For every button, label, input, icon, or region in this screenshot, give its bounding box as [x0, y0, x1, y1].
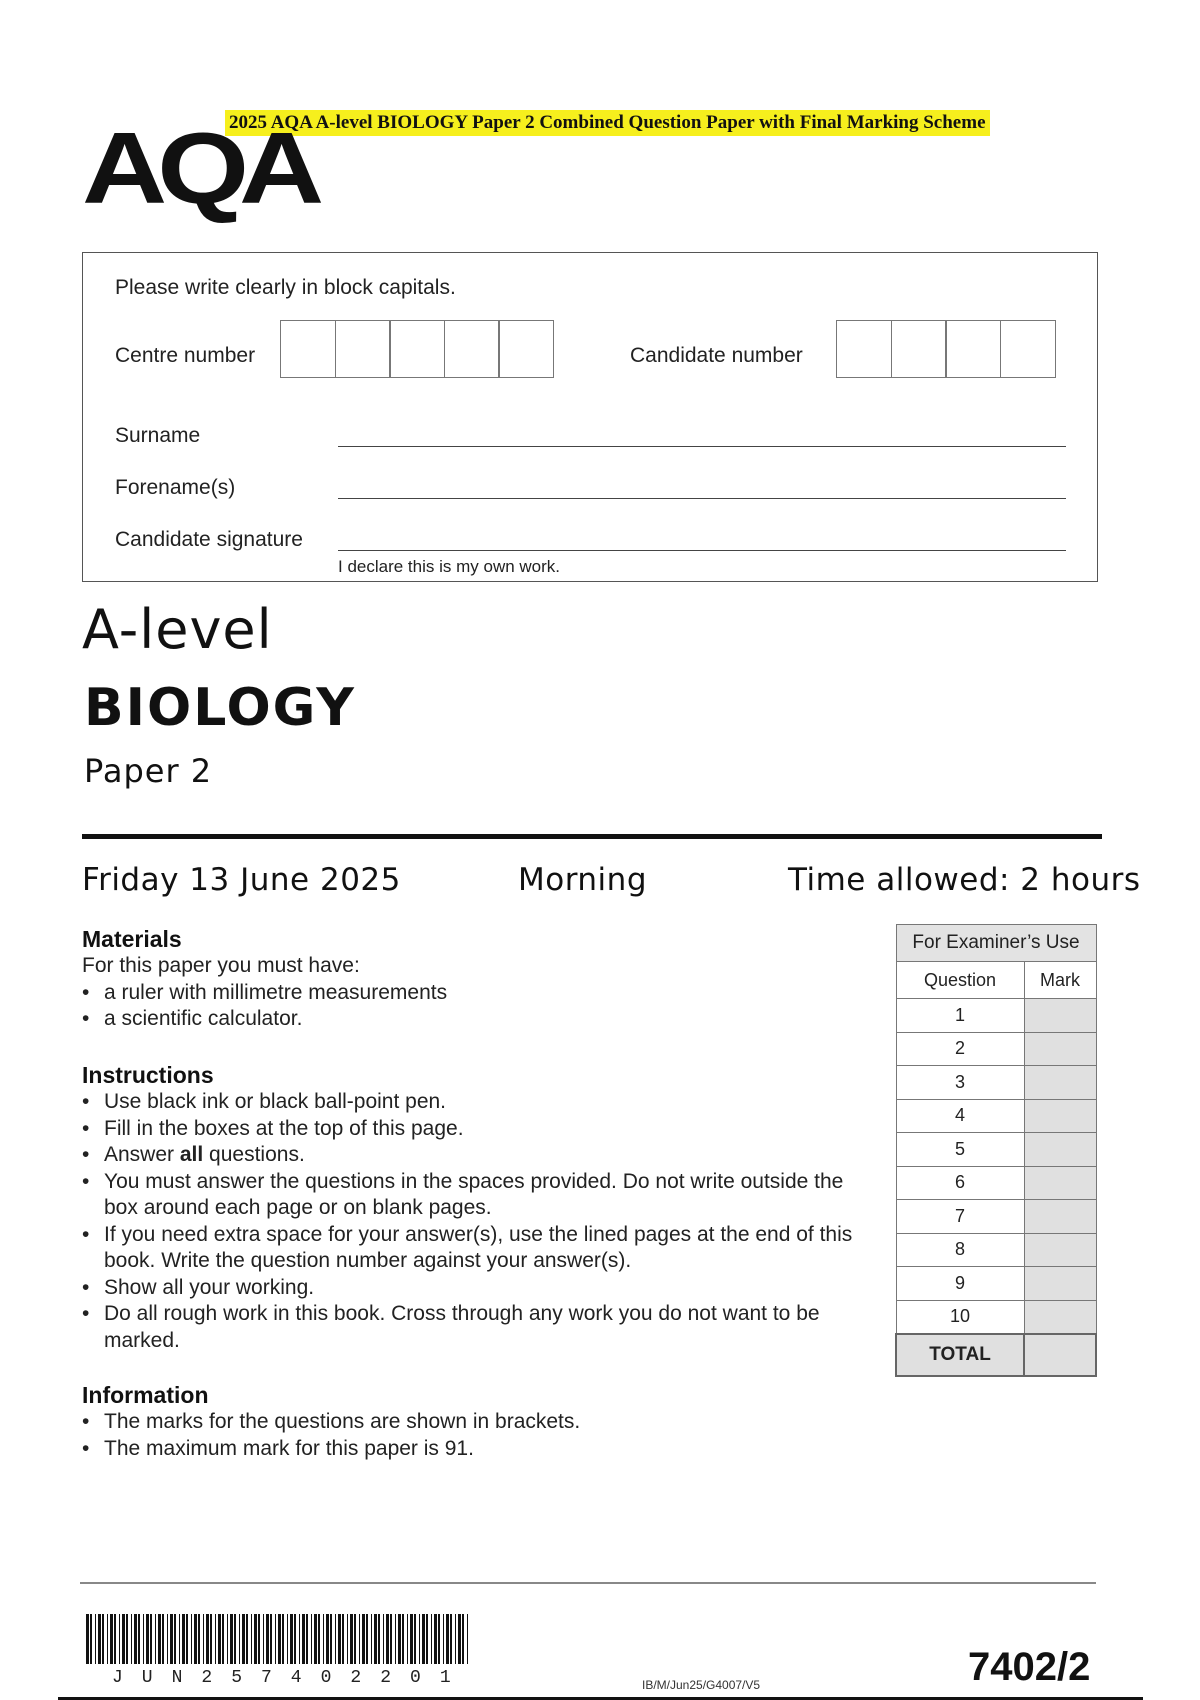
barcode-bar	[206, 1614, 209, 1664]
barcode-bar	[366, 1614, 368, 1664]
barcode-bar	[390, 1614, 392, 1664]
document-banner: 2025 AQA A-level BIOLOGY Paper 2 Combined Question Paper with Final Marking Scheme	[225, 110, 990, 136]
question-number: 8	[896, 1233, 1024, 1267]
surname-field[interactable]	[338, 446, 1066, 447]
question-number: 2	[896, 1032, 1024, 1066]
list-item: • Fill in the boxes at the top of this page.	[82, 1116, 862, 1143]
barcode-bar	[371, 1614, 372, 1664]
forenames-label: Forename(s)	[115, 476, 236, 499]
reference-code: IB/M/Jun25/G4007/V5	[642, 1678, 761, 1692]
barcode-bar	[234, 1614, 236, 1664]
aqa-logo: AQA	[82, 111, 315, 226]
barcode-bar	[311, 1614, 312, 1664]
block-capitals-instruction: Please write clearly in block capitals.	[115, 276, 456, 299]
candidate-number-label: Candidate number	[630, 344, 803, 367]
forenames-field[interactable]	[338, 498, 1066, 499]
barcode-bar	[270, 1614, 272, 1664]
barcode-bar	[434, 1614, 437, 1664]
barcode-bar	[102, 1614, 104, 1664]
mark-cell[interactable]	[1024, 1032, 1096, 1066]
barcode-bar	[407, 1614, 408, 1664]
section-divider	[82, 834, 1102, 839]
barcode-bar	[395, 1614, 396, 1664]
question-number: 1	[896, 999, 1024, 1033]
barcode-bar	[246, 1614, 248, 1664]
barcode-bar	[282, 1614, 284, 1664]
barcode-bar	[386, 1614, 389, 1664]
barcode-bar	[266, 1614, 269, 1664]
barcode-bar	[186, 1614, 188, 1664]
barcode-bar	[162, 1614, 164, 1664]
information-heading: Information	[82, 1382, 209, 1408]
list-item: • Use black ink or black ball-point pen.	[82, 1089, 862, 1116]
barcode-bar	[443, 1614, 444, 1664]
question-number: 4	[896, 1099, 1024, 1133]
list-item: • You must answer the questions in the spaces provided. Do not write outside the box around each page or on blank pages.	[82, 1169, 862, 1222]
mark-column-header: Mark	[1024, 962, 1096, 999]
barcode-bar	[254, 1614, 257, 1664]
barcode-bar	[242, 1614, 245, 1664]
centre-number-box[interactable]	[335, 320, 391, 378]
mark-cell[interactable]	[1024, 1233, 1096, 1267]
barcode-bar	[398, 1614, 401, 1664]
footer-divider	[80, 1582, 1096, 1584]
barcode-bar	[239, 1614, 240, 1664]
barcode-bar	[359, 1614, 360, 1664]
signature-field[interactable]	[338, 550, 1066, 551]
centre-number-label: Centre number	[115, 344, 256, 367]
barcode-bar	[218, 1614, 221, 1664]
materials-intro: For this paper you must have:	[82, 954, 360, 977]
barcode-bar	[347, 1614, 348, 1664]
candidate-number-box[interactable]	[945, 320, 1001, 378]
instructions-list	[82, 1089, 862, 1354]
barcode-bar	[215, 1614, 216, 1664]
barcode-bar	[278, 1614, 281, 1664]
barcode-bar	[210, 1614, 212, 1664]
barcode-bar	[114, 1614, 116, 1664]
barcode-bar	[290, 1614, 293, 1664]
barcode-bar	[410, 1614, 413, 1664]
centre-number-box[interactable]	[280, 320, 336, 378]
instructions-section	[82, 1062, 862, 1354]
barcode-bar	[287, 1614, 288, 1664]
barcode-bar	[323, 1614, 324, 1664]
barcode-bar	[431, 1614, 432, 1664]
centre-number-box[interactable]	[498, 320, 554, 378]
mark-cell[interactable]	[1024, 1300, 1096, 1334]
barcode-bar	[383, 1614, 384, 1664]
barcode-bar	[330, 1614, 332, 1664]
total-mark-cell[interactable]	[1024, 1334, 1096, 1376]
barcode-bar	[98, 1614, 101, 1664]
examiner-table-title: For Examiner’s Use	[896, 925, 1096, 962]
barcode-bar	[251, 1614, 252, 1664]
barcode-bar	[119, 1614, 120, 1664]
exam-session: Morning	[518, 862, 647, 898]
barcode-bar	[107, 1614, 108, 1664]
barcode-bar	[122, 1614, 125, 1664]
barcode-bar	[198, 1614, 200, 1664]
barcode-bar	[299, 1614, 300, 1664]
barcode-bar	[275, 1614, 276, 1664]
barcode-bar	[131, 1614, 132, 1664]
list-item: • Do all rough work in this book. Cross through any work you do not want to be marked.	[82, 1301, 862, 1354]
materials-list	[82, 980, 882, 1033]
barcode-bar	[191, 1614, 192, 1664]
barcode-bar	[263, 1614, 264, 1664]
barcode-bar	[150, 1614, 152, 1664]
barcode-bar	[422, 1614, 425, 1664]
candidate-number-box[interactable]	[1000, 320, 1056, 378]
barcode-bar	[143, 1614, 144, 1664]
candidate-number-box[interactable]	[836, 320, 892, 378]
barcode-bar	[294, 1614, 296, 1664]
barcode-bar	[314, 1614, 317, 1664]
mark-cell[interactable]	[1024, 1066, 1096, 1100]
barcode-bar	[126, 1614, 128, 1664]
barcode-bar	[138, 1614, 140, 1664]
barcode-bar	[174, 1614, 176, 1664]
paper-title: Paper 2	[84, 752, 213, 790]
barcode-bar	[450, 1614, 452, 1664]
question-number: 6	[896, 1166, 1024, 1200]
barcode-bar	[230, 1614, 233, 1664]
surname-label: Surname	[115, 424, 201, 447]
barcode-bar	[110, 1614, 113, 1664]
barcode-bar	[414, 1614, 416, 1664]
barcode-bar	[338, 1614, 341, 1664]
barcode-bar	[95, 1614, 96, 1664]
candidate-number-box[interactable]	[891, 320, 947, 378]
barcode-bar	[362, 1614, 365, 1664]
barcode-bar	[462, 1614, 464, 1664]
barcode-bar	[170, 1614, 173, 1664]
barcode-bar	[378, 1614, 380, 1664]
list-item: • The marks for the questions are shown in brackets.	[82, 1409, 862, 1436]
question-column-header: Question	[896, 962, 1024, 999]
declaration-text: I declare this is my own work.	[338, 557, 561, 576]
barcode-bar	[374, 1614, 377, 1664]
barcode-bar	[350, 1614, 353, 1664]
barcode-bar	[182, 1614, 185, 1664]
barcode-bar	[335, 1614, 336, 1664]
materials-section	[82, 926, 882, 1033]
list-item: • a scientific calculator.	[82, 1006, 882, 1033]
materials-heading: Materials	[82, 926, 182, 952]
centre-number-boxes[interactable]	[280, 320, 553, 378]
time-allowed: Time allowed: 2 hours	[788, 862, 1141, 898]
mark-cell[interactable]	[1024, 1133, 1096, 1167]
barcode-bar	[326, 1614, 329, 1664]
information-list	[82, 1409, 862, 1462]
question-number: 3	[896, 1066, 1024, 1100]
list-item: • If you need extra space for your answer(s), use the lined pages at the end of this book. Write the question number against your answer(s).	[82, 1222, 862, 1275]
centre-number-box[interactable]	[444, 320, 500, 378]
barcode-bar	[158, 1614, 161, 1664]
paper-code: 7402/2	[968, 1645, 1091, 1689]
mark-cell[interactable]	[1024, 999, 1096, 1033]
question-number: 7	[896, 1200, 1024, 1234]
barcode-bar	[302, 1614, 305, 1664]
barcode-bar	[258, 1614, 260, 1664]
mark-cell[interactable]	[1024, 1200, 1096, 1234]
barcode-bar	[438, 1614, 440, 1664]
total-label: TOTAL	[896, 1334, 1024, 1376]
subject-title: BIOLOGY	[84, 678, 356, 738]
barcode-bar	[203, 1614, 204, 1664]
barcode-bar	[402, 1614, 404, 1664]
list-item: • Answer all questions.	[82, 1142, 862, 1169]
barcode-text: JUN257402201	[112, 1668, 470, 1688]
barcode-bar	[467, 1614, 468, 1664]
list-item: • The maximum mark for this paper is 91.	[82, 1436, 862, 1463]
barcode-bar	[458, 1614, 461, 1664]
mark-cell[interactable]	[1024, 1267, 1096, 1301]
barcode-bar	[90, 1614, 92, 1664]
exam-date: Friday 13 June 2025	[82, 862, 401, 898]
barcode-bar	[306, 1614, 308, 1664]
barcode-bar	[222, 1614, 224, 1664]
information-section	[82, 1382, 862, 1462]
signature-label: Candidate signature	[115, 528, 303, 551]
mark-cell[interactable]	[1024, 1099, 1096, 1133]
instructions-heading: Instructions	[82, 1062, 214, 1088]
barcode-bar	[146, 1614, 149, 1664]
list-item: • a ruler with millimetre measurements	[82, 980, 882, 1007]
barcode-bar	[179, 1614, 180, 1664]
barcode-bar	[134, 1614, 137, 1664]
question-number: 10	[896, 1300, 1024, 1334]
question-number: 9	[896, 1267, 1024, 1301]
barcode-bar	[455, 1614, 456, 1664]
qualification-level: A-level	[82, 598, 273, 661]
barcode-bar	[318, 1614, 320, 1664]
barcode-bar	[86, 1614, 89, 1664]
mark-cell[interactable]	[1024, 1166, 1096, 1200]
list-item: • Show all your working.	[82, 1275, 862, 1302]
examiner-use-table	[895, 924, 1097, 1377]
barcode-bar	[167, 1614, 168, 1664]
barcode-bar	[227, 1614, 228, 1664]
question-number: 5	[896, 1133, 1024, 1167]
barcode-bar	[354, 1614, 356, 1664]
barcode	[86, 1614, 472, 1670]
candidate-number-boxes[interactable]	[836, 320, 1054, 378]
centre-number-box[interactable]	[389, 320, 445, 378]
barcode-bar	[194, 1614, 197, 1664]
barcode-bar	[446, 1614, 449, 1664]
barcode-bar	[342, 1614, 344, 1664]
barcode-bar	[426, 1614, 428, 1664]
barcode-bar	[419, 1614, 420, 1664]
barcode-bar	[155, 1614, 156, 1664]
